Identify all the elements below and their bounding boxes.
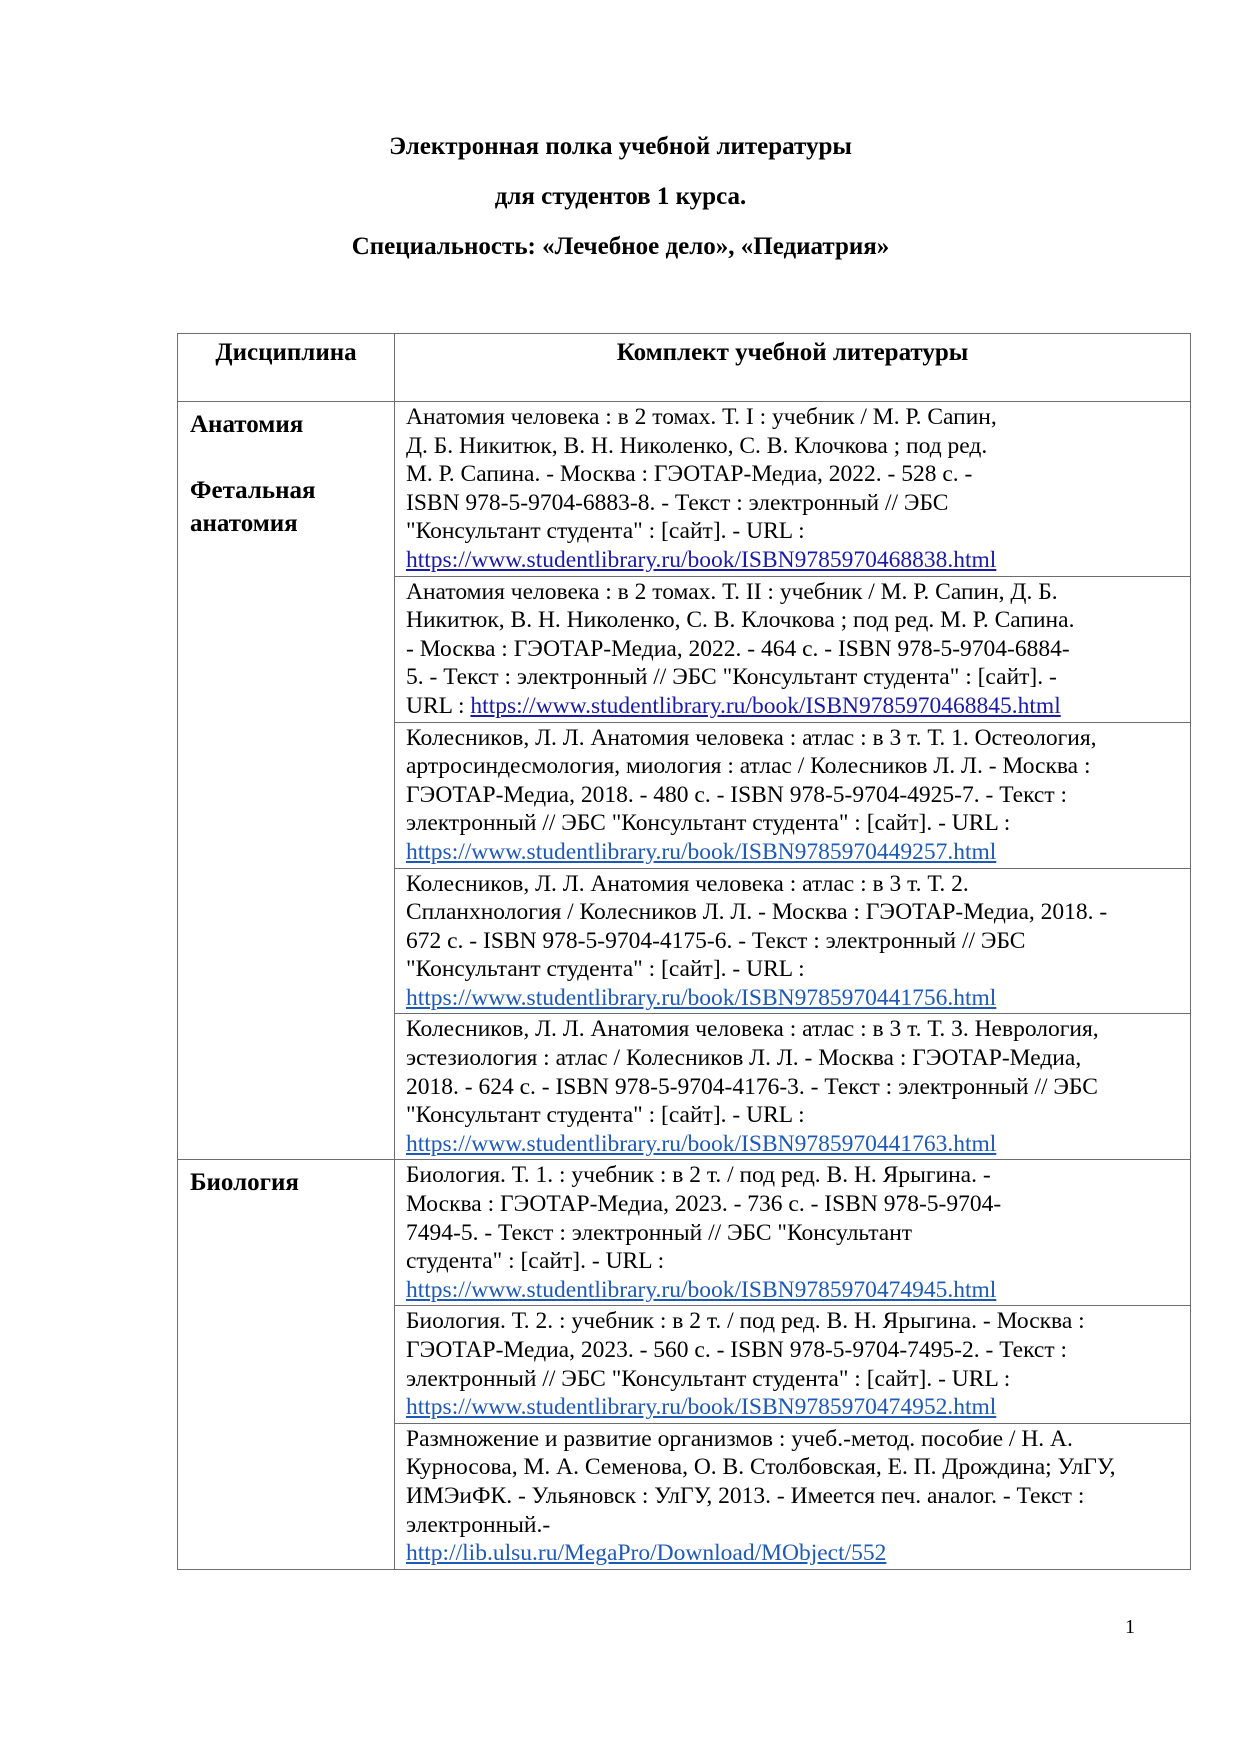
reference-link[interactable]: https://www.studentlibrary.ru/book/ISBN9785970468838.html xyxy=(406,546,997,573)
reference-text-line: Биология. Т. 1. : учебник : в 2 т. / под ред. В. Н. Ярыгина. - xyxy=(406,1162,991,1189)
reference-text-line: Биология. Т. 2. : учебник : в 2 т. / под ред. В. Н. Ярыгина. - Москва : xyxy=(406,1308,1085,1335)
reference-cell xyxy=(395,576,1191,722)
table-row xyxy=(178,402,1191,577)
reference-text-line: 7494-5. - Текст : электронный // ЭБС "Консультант xyxy=(406,1219,913,1246)
literature-table xyxy=(177,333,1191,1570)
reference-cell xyxy=(395,1014,1191,1160)
discipline-name: Фетальная xyxy=(190,477,316,504)
reference-text-line: Колесников, Л. Л. Анатомия человека : атлас : в 3 т. Т. 1. Остеология, xyxy=(406,724,1097,751)
reference-text-line: электронный.- xyxy=(406,1511,551,1538)
discipline-name: Биология xyxy=(190,1169,299,1197)
reference-text-line: артросиндесмология, миология : атлас / Колесников Л. Л. - Москва : xyxy=(406,753,1091,780)
table-header-row xyxy=(178,334,1191,402)
table-row xyxy=(178,1160,1191,1306)
reference-text-line: Курносова, М. А. Семенова, О. В. Столбовская, Е. П. Дрождина; УлГУ, xyxy=(406,1454,1116,1481)
reference-text-line: ISBN 978-5-9704-6883-8. - Текст : электронный // ЭБС xyxy=(406,489,949,516)
reference-cell xyxy=(395,868,1191,1014)
reference-link[interactable]: http://lib.ulsu.ru/MegaPro/Download/MObject/552 xyxy=(406,1540,887,1567)
reference-text-line: "Консультант студента" : [сайт]. - URL : xyxy=(406,1102,805,1129)
reference-text-line: Размножение и развитие организмов : учеб.-метод. пособие / Н. А. xyxy=(406,1425,1073,1452)
reference-text-line: Колесников, Л. Л. Анатомия человека : атлас : в 3 т. Т. 3. Неврология, xyxy=(406,1016,1099,1043)
reference-text-line: студента" : [сайт]. - URL : xyxy=(406,1248,665,1275)
reference-text-line: электронный // ЭБС "Консультант студента" : [сайт]. - URL : xyxy=(406,1365,1011,1392)
header-literature: Комплект учебной литературы xyxy=(395,334,1191,402)
reference-text-line: 2018. - 624 с. - ISBN 978-5-9704-4176-3. - Текст : электронный // ЭБС xyxy=(406,1073,1098,1100)
reference-text-line: Колесников, Л. Л. Анатомия человека : атлас : в 3 т. Т. 2. xyxy=(406,870,969,897)
reference-text-line: Спланхнология / Колесников Л. Л. - Москва : ГЭОТАР-Медиа, 2018. - xyxy=(406,899,1108,926)
reference-text-line: - Москва : ГЭОТАР-Медиа, 2022. - 464 с. - ISBN 978-5-9704-6884- xyxy=(406,635,1070,662)
discipline-cell-anatomy xyxy=(178,402,395,1160)
reference-cell xyxy=(395,402,1191,577)
reference-link[interactable]: https://www.studentlibrary.ru/book/ISBN9785970474952.html xyxy=(406,1394,997,1421)
url-prefix: URL : xyxy=(406,692,471,719)
discipline-cell-biology xyxy=(178,1160,395,1569)
reference-cell xyxy=(395,1423,1191,1569)
reference-text-line: электронный // ЭБС "Консультант студента" : [сайт]. - URL : xyxy=(406,810,1011,837)
reference-text-line: "Консультант студента" : [сайт]. - URL : xyxy=(406,518,805,545)
reference-link[interactable]: https://www.studentlibrary.ru/book/ISBN9785970468845.html xyxy=(470,692,1061,719)
reference-link[interactable]: https://www.studentlibrary.ru/book/ISBN9785970474945.html xyxy=(406,1276,997,1303)
heading-course: для студентов 1 курса. xyxy=(494,183,747,210)
reference-text-line: ГЭОТАР-Медиа, 2023. - 560 с. - ISBN 978-5-9704-7495-2. - Текст : xyxy=(406,1337,1068,1363)
reference-text-line: "Консультант студента" : [сайт]. - URL : xyxy=(406,956,805,983)
page-heading xyxy=(0,122,1241,272)
reference-text-line: ГЭОТАР-Медиа, 2018. - 480 с. - ISBN 978-5-9704-4925-7. - Текст : xyxy=(406,781,1068,808)
reference-text-line: М. Р. Сапина. - Москва : ГЭОТАР-Медиа, 2022. - 528 с. - xyxy=(406,461,973,488)
reference-text-line: Анатомия человека : в 2 томах. Т. II : учебник / М. Р. Сапин, Д. Б. xyxy=(406,578,1058,605)
reference-text-line: ИМЭиФК. - Ульяновск : УлГУ, 2013. - Имеется печ. аналог. - Текст : xyxy=(406,1482,1085,1509)
reference-text-line: Анатомия человека : в 2 томах. Т. I : учебник / М. Р. Сапин, xyxy=(406,404,997,430)
reference-cell xyxy=(395,722,1191,868)
reference-text-line: 5. - Текст : электронный // ЭБС "Консультант студента" : [сайт]. - xyxy=(406,664,1057,691)
page-number: 1 xyxy=(1125,1616,1135,1638)
reference-link[interactable]: https://www.studentlibrary.ru/book/ISBN9785970441763.html xyxy=(406,1130,997,1157)
reference-text-line: 672 с. - ISBN 978-5-9704-4175-6. - Текст : электронный // ЭБС xyxy=(406,927,1026,954)
heading-specialty: Специальность: «Лечебное дело», «Педиатрия» xyxy=(351,233,890,260)
heading-title: Электронная полка учебной литературы xyxy=(389,133,852,160)
reference-text-line: Никитюк, В. Н. Николенко, С. В. Клочкова ; под ред. М. Р. Сапина. xyxy=(406,607,1075,634)
discipline-name: анатомия xyxy=(190,510,298,537)
reference-text-line: Д. Б. Никитюк, В. Н. Николенко, С. В. Клочкова ; под ред. xyxy=(406,432,988,459)
reference-link[interactable]: https://www.studentlibrary.ru/book/ISBN9785970441756.html xyxy=(406,984,997,1011)
header-discipline: Дисциплина xyxy=(178,334,395,402)
reference-link[interactable]: https://www.studentlibrary.ru/book/ISBN9785970449257.html xyxy=(406,838,997,865)
reference-cell xyxy=(395,1160,1191,1306)
reference-cell xyxy=(395,1306,1191,1423)
discipline-name: Анатомия xyxy=(190,411,304,438)
reference-text-line: Москва : ГЭОТАР-Медиа, 2023. - 736 с. - ISBN 978-5-9704- xyxy=(406,1191,1002,1218)
reference-text-line: эстезиология : атлас / Колесников Л. Л. - Москва : ГЭОТАР-Медиа, xyxy=(406,1045,1082,1072)
